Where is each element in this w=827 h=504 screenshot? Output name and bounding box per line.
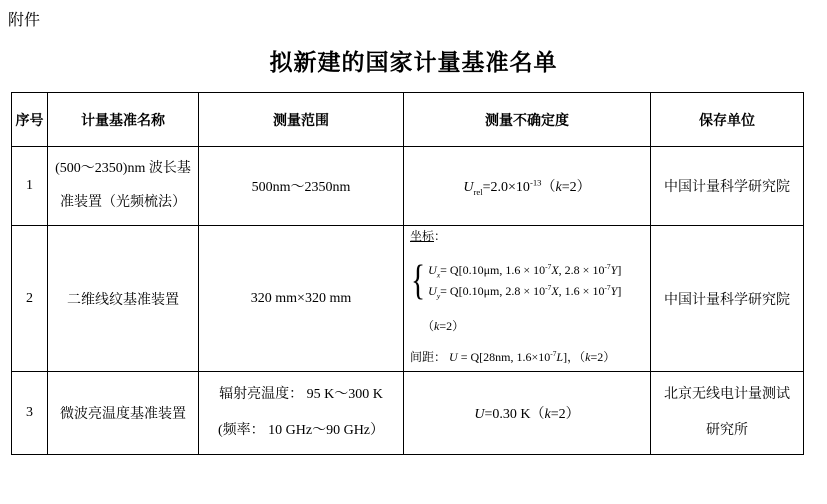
formula-ux: $U_x= Q[0.10\mu m$, $1.6 \times 10^{-7}X$, $2.8 \times 10^{-7}Y$]	[428, 262, 622, 280]
attachment-label: 附件	[8, 12, 41, 29]
cell-range	[199, 372, 404, 455]
cell-name: 二维线纹基准装置	[48, 226, 199, 372]
name-line: (500～2350)nm 波长基	[55, 161, 191, 176]
name-line: 准装置（光频梳法）	[60, 195, 186, 210]
cell-uncertainty: $U_{rel}=2.0\times 10^{-13}(k=2)$	[404, 147, 651, 226]
left-brace: {	[411, 258, 426, 305]
table-header-row	[12, 93, 804, 147]
page-title: 拟新建的国家计量基准名单	[269, 50, 558, 75]
cell-serial: 1	[12, 147, 48, 226]
cell-keeper: 中国计量科学研究院	[651, 147, 804, 226]
coordinate-label-line	[410, 229, 645, 244]
header-serial: 序号	[12, 93, 48, 147]
cell-range: 320 mm×320 mm	[199, 226, 404, 372]
coordinate-colon: ：	[434, 229, 447, 243]
cell-keeper: 中国计量科学研究院	[651, 226, 804, 372]
cell-serial: 2	[12, 226, 48, 372]
cell-range: 500nm～2350nm	[199, 147, 404, 226]
coverage-factor-note: （k=2）	[422, 318, 465, 333]
uncertainty-block	[406, 226, 648, 371]
table-row	[12, 226, 804, 372]
formula-brace-group	[410, 258, 645, 305]
header-range: 测量范围	[199, 93, 404, 147]
spacing-formula-line: 间距： U = Q[28nm, $1.6\times 10^{-7}L$]，（k=2）	[410, 348, 616, 364]
cell-uncertainty: U=0.30 K（k=2）	[404, 372, 651, 455]
coordinate-label: 坐标	[410, 229, 435, 243]
header-keeper: 保存单位	[651, 93, 804, 147]
cell-name	[48, 147, 199, 226]
header-uncertainty: 测量不确定度	[404, 93, 651, 147]
range-line: (频率： 10 GHz～90 GHz）	[217, 423, 385, 438]
range-line: 辐射亮温度： 95 K～300 K	[219, 387, 383, 402]
cell-keeper	[651, 372, 804, 455]
cell-uncertainty	[404, 226, 651, 372]
standards-table	[11, 92, 804, 455]
cell-serial: 3	[12, 372, 48, 455]
keeper-line: 研究所	[706, 423, 748, 438]
formula-uy: $U_y= Q[0.10\mu m$, $2.8 \times 10^{-7}X$, $1.6 \times 10^{-7}Y$]	[428, 283, 622, 301]
keeper-line: 北京无线电计量测试	[664, 387, 790, 402]
table-row	[12, 147, 804, 226]
header-name: 计量基准名称	[48, 93, 199, 147]
table-row	[12, 372, 804, 455]
cell-name: 微波亮温度基准装置	[48, 372, 199, 455]
formula-lines	[428, 260, 621, 302]
